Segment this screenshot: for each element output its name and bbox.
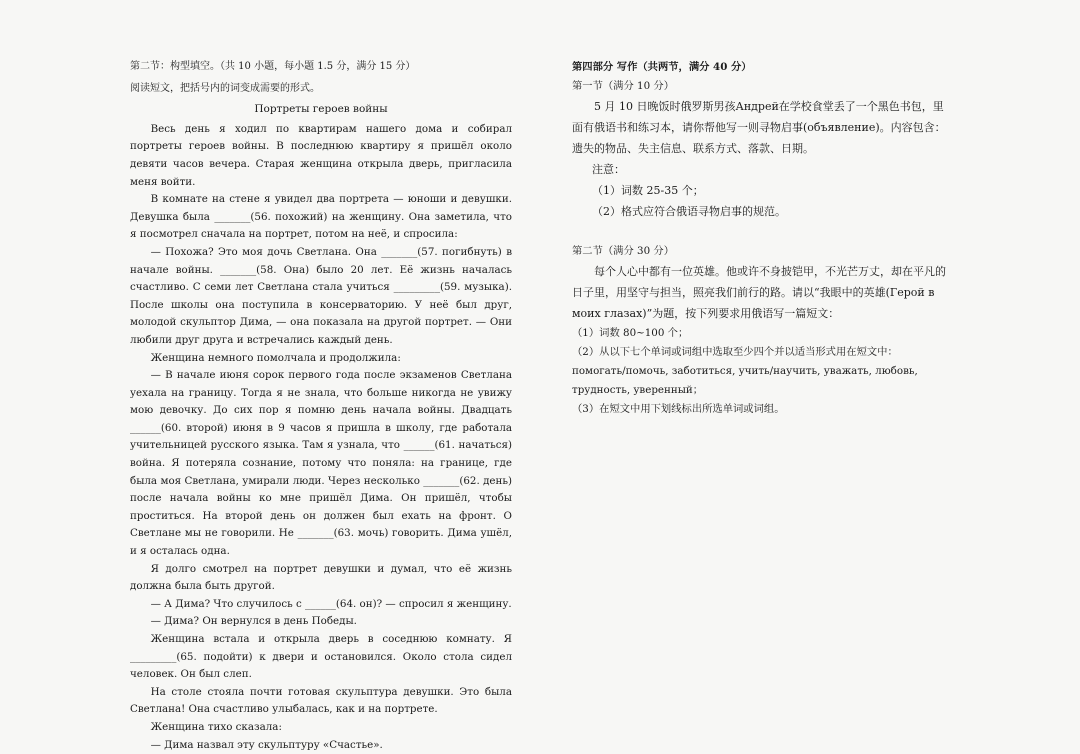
- section2-header: 第二节（满分 30 分）: [572, 245, 675, 257]
- passage-paragraph: — Дима назвал эту скульптуру «Счастье».: [150, 738, 383, 751]
- section1-prompt: 5 月 10 日晚饭时俄罗斯男孩Андрей在学校食堂丢了一个黑色书包，里面有俄语书和练习本，请你帮他写一则寻物启事(объявление)。内容包含：遗失的物品、失主信息、联系方式、落款、日期。: [572, 100, 946, 155]
- passage-title: Портреты героев войны: [254, 103, 388, 116]
- passage-paragraph: — В начале июня сорок первого года после экзаменов Светлана уехала на границу. Тогда я не знала, что больше никогда не увижу мою девочку. До сих пор я помню день начала войны. Двадцать ______(60. второй) июня в 9 часов я пришла в школу, где работала учительницей русского языка. Там я узнала, что ______(61. начаться) война. Я потеряла сознание, потому что поняла: на границе, где была моя Светлана, умирали люди. Через несколько _______(62. день) после начала войны ко мне пришёл Дима. Он пришёл, чтобы проститься. На второй день он должен был ехать на фронт. О Светлане мы не говорили. Не _______(63. мочь) говорить. Дима ушёл, и я осталась одна.: [130, 369, 512, 558]
- section2-item: （2）从以下七个单词或词组中选取至少四个并以适当形式用在短文中：: [572, 346, 898, 358]
- instruction-text: 阅读短文，把括号内的词变成需要的形式。: [130, 82, 320, 94]
- section2-item: （3）在短文中用下划线标出所选单词或词组。: [572, 403, 785, 415]
- passage-paragraph: Женщина встала и открыла дверь в соседнюю комнату. Я _________(65. подойти) к двери и остановился. Около стола сидел человек. Он был слеп.: [130, 633, 512, 681]
- section1-note: （1）词数 25-35 个；: [592, 184, 704, 197]
- spacer: [572, 222, 954, 242]
- passage-paragraph: — Похожа? Это моя дочь Светлана. Она _______(57. погибнуть) в начале войны. _______(58. Она) было 20 лет. Её жизнь началась счастливо. С семи лет Светлана стала учиться _________(59. музыка). После школы она поступила в консерваторию. У неё был друг, молодой скульптор Дима, — она показала на другой портрет. — Они любили друг друга и встречались каждый день.: [130, 245, 512, 346]
- section1-note-label: 注意：: [592, 163, 625, 176]
- section2-prompt: 每个人心中都有一位英雄。他或许不身披铠甲，不光芒万丈，却在平凡的日子里，用坚守与担当，照亮我们前行的路。请以“我眼中的英雄(Герой в моих глазах)”为题，按下列要求用俄语写一篇短文：: [572, 265, 946, 320]
- passage-paragraph: Весь день я ходил по квартирам нашего дома и собирал портреты героев войны. В последнюю квартиру я пришёл около девяти часов вечера. Старая женщина открыла дверь, пригласила меня войти.: [130, 122, 512, 188]
- left-column: [130, 58, 512, 754]
- section1-header: 第一节（满分 10 分）: [572, 80, 675, 92]
- part-header: 第四部分 写作（共两节，满分 40 分）: [572, 61, 752, 73]
- passage-paragraph: Женщина немного помолчала и продолжила:: [150, 351, 401, 364]
- passage-paragraph: В комнате на стене я увидел два портрета — юноши и девушки. Девушка была _______(56. похожий) на женщину. Она заметила, что я посмотрел сначала на портрет, потом на неё, и спросила:: [130, 193, 512, 241]
- right-column: [572, 58, 954, 419]
- section-header: 第二节：构型填空。（共 10 小题，每小题 1.5 分，满分 15 分）: [130, 61, 416, 72]
- passage-paragraph: Я долго смотрел на портрет девушки и думал, что её жизнь должна была быть другой.: [130, 562, 512, 593]
- section1-note: （2）格式应符合俄语寻物启事的规范。: [592, 205, 786, 218]
- passage-paragraph: Женщина тихо сказала:: [150, 720, 282, 733]
- passage-paragraph: — А Дима? Что случилось с ______(64. он)? — спросил я женщину.: [150, 597, 512, 610]
- section2-word-list: помогать/помочь, заботиться, учить/научить, уважать, любовь, трудность, уверенный；: [572, 365, 918, 396]
- passage-paragraph: На столе стояла почти готовая скульптура девушки. Это была Светлана! Она счастливо улыбалась, как и на портрете.: [130, 685, 512, 716]
- section2-item: （1）词数 80~100 个；: [572, 327, 689, 339]
- passage-paragraph: — Дима? Он вернулся в день Победы.: [150, 615, 357, 628]
